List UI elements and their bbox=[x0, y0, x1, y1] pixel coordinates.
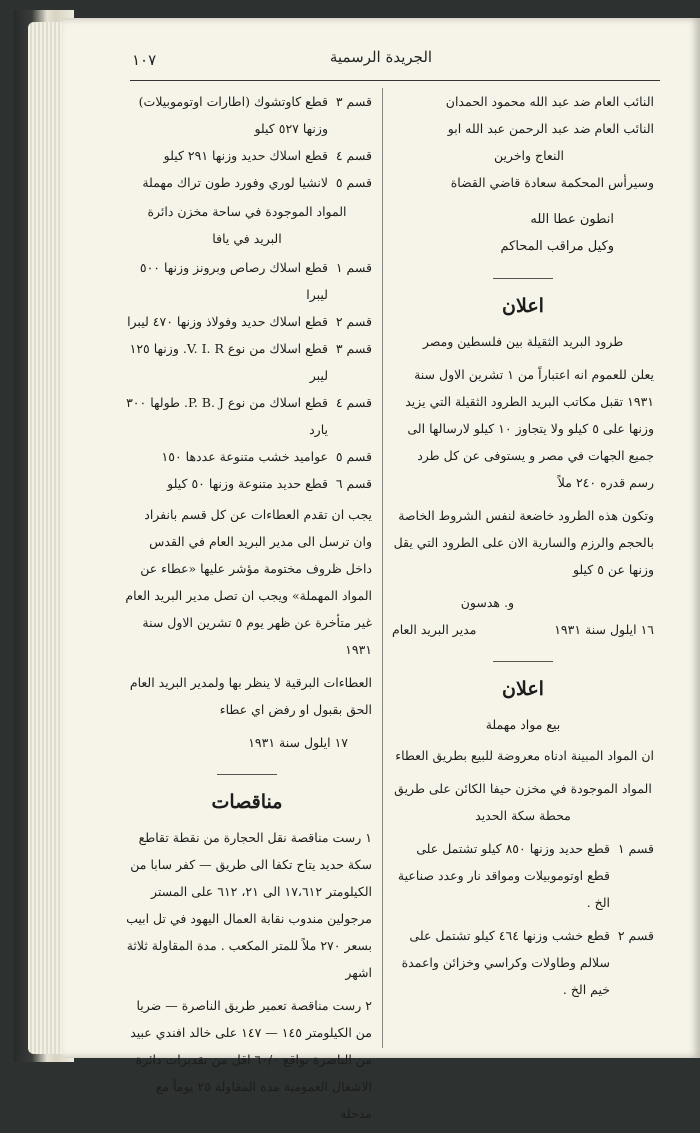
list-item bbox=[122, 88, 372, 142]
tender-paragraph: ١ رست مناقصة نقل الحجارة من نقطة تقاطع سكة حديد يتاح تكفا الى طريق — كفر سابا من الكيلومتر ١٧،٦١٢ الى ٢١، ٦١٢ على المستر مرجولين مندوب نقابة العمال اليهود في تل ابيب بسعر ٢٧٠ ملاً للمتر المكعب . مدة المقاولة ثلاثة اشهر bbox=[126, 830, 372, 980]
list-item bbox=[122, 443, 372, 470]
tender-rights: العطاءات البرقية لا ينظر بها ولمدير البريد العام الحق بقبول او رفض اي عطاء bbox=[129, 675, 372, 717]
section-separator bbox=[493, 278, 553, 279]
tender-instructions: يجب ان تقدم العطاءات عن كل قسم بانفراد وان ترسل الى مدير البريد العام في القدس داخل ظروف مختومة مؤشر عليها «عطاء عن المواد المهملة» ويجب ان تصل مدير البريد العام غير متأخرة عن ظهر يوم ٥ تشرين الاول سنة ١٩٣١ bbox=[125, 507, 372, 657]
tender-paragraph: ٢ رست مناقصة تعمير طريق الناصرة — ضريا من الكيلومتر ١٤٥ — ١٤٧ على خالد افندي عبيد من الناصرة بواقع ٦٠/٠ اقل من تقديرات دائرة الاشغال العمومية مدة المقاولة ٢٥ يوماً مع مدحلة bbox=[130, 998, 372, 1121]
left-date: ١٧ ايلول سنة ١٩٣١ bbox=[248, 735, 348, 750]
item-text: قطع حديد متنوعة وزنها ٥٠ كيلو bbox=[167, 476, 328, 491]
item-text: عواميد خشب متنوعة عددها ١٥٠ bbox=[161, 449, 328, 464]
list-item bbox=[122, 470, 372, 497]
section-separator bbox=[217, 774, 277, 775]
section-separator bbox=[493, 661, 553, 662]
list-item bbox=[122, 335, 372, 389]
signature-title: وكيل مراقب المحاكم bbox=[500, 239, 614, 254]
item-label: قسم ٥ bbox=[335, 449, 372, 464]
item-text: قطع حديد وزنها ٨٥٠ كيلو تشتمل على قطع اوتوموبيلات ومواقد نار وعدد صناعية الخ . bbox=[397, 841, 610, 910]
notice1-signer-title: مدير البريد العام bbox=[392, 622, 477, 637]
gazette-page bbox=[62, 18, 700, 1121]
item-label: قسم ٤ bbox=[335, 395, 372, 410]
journal-title: الجريدة الرسمية bbox=[329, 48, 433, 66]
notice2-heading: اعلان bbox=[502, 678, 544, 700]
item-text: قطع اسلاك حديد وزنها ٢٩١ كيلو bbox=[163, 148, 328, 163]
item-label: قسم ٥ bbox=[335, 175, 372, 190]
notice1-date: ١٦ ايلول سنة ١٩٣١ bbox=[554, 622, 654, 637]
item-label: قسم ٦ bbox=[335, 476, 372, 491]
item-label: قسم ٣ bbox=[335, 341, 372, 356]
list-item bbox=[122, 308, 372, 335]
notice1-subheading: طرود البريد الثقيلة بين فلسطين ومصر bbox=[422, 334, 624, 349]
item-text: قطع اسلاك حديد وفولاذ وزنها ٤٧٠ ليبرا bbox=[127, 314, 328, 329]
header-rule bbox=[130, 80, 660, 81]
item-text: قطع خشب وزنها ٤٦٤ كيلو تشتمل على سلالم وطاولات وكراسي وخزائن واعمدة خيم الخ . bbox=[401, 928, 610, 997]
notice1-footer bbox=[392, 616, 654, 643]
item-label: قسم ٢ bbox=[335, 314, 372, 329]
list-item bbox=[122, 142, 372, 169]
item-text: لانشيا لوري وفورد طون تراك مهملة bbox=[142, 175, 328, 190]
intro-line: النعاج واخرين bbox=[493, 148, 564, 163]
notice1-paragraph: يعلن للعموم انه اعتباراً من ١ تشرين الاول سنة ١٩٣١ تقبل مكاتب البريد الطرود الثقيلة التي يزيد وزنها على ٥ كيلو ولا يتجاوز ١٠ كيلو لارسالها الى جميع الجهات في مصر و يستوفى عن كل طرد رسم قدره ٢٤٠ ملاً bbox=[405, 367, 654, 490]
item-label: قسم ٤ bbox=[335, 148, 372, 163]
list-item bbox=[122, 389, 372, 443]
signature-name: انطون عطا الله bbox=[530, 212, 614, 227]
notice2-location: المواد الموجودة في مخزن حيفا الكائن على طريق محطة سكة الحديد bbox=[394, 781, 652, 823]
notice1-paragraph: وتكون هذه الطرود خاضعة لنفس الشروط الخاصة بالحجم والرزم والسارية الان على الطرود التي يقل وزنها عن ٥ كيلو bbox=[393, 508, 654, 577]
left-column bbox=[122, 88, 372, 1133]
item-text: قطع كاوتشوك (اطارات اوتوموبيلات) وزنها ٥٢٧ كيلو bbox=[138, 94, 328, 136]
right-column bbox=[392, 88, 654, 1003]
notice2-subheading: بيع مواد مهملة bbox=[485, 717, 561, 732]
intro-line: وسيرأس المحكمة سعادة قاضي القضاة bbox=[450, 175, 654, 190]
column-divider bbox=[382, 88, 383, 1048]
item-label: قسم ٣ bbox=[335, 94, 372, 109]
item-label: قسم ٢ bbox=[617, 928, 654, 943]
page-header bbox=[62, 18, 700, 78]
list-item bbox=[392, 835, 654, 916]
item-text: قطع اسلاك من نوع P. B. J. طولها ٣٠٠ يارد bbox=[126, 395, 328, 437]
notice2-intro: ان المواد المبينة ادناه معروضة للبيع بطريق العطاء bbox=[395, 748, 654, 763]
tenders-heading: مناقصات bbox=[211, 791, 283, 813]
item-label: قسم ١ bbox=[335, 260, 372, 275]
page-number: ١٠٧ bbox=[132, 51, 157, 69]
list-item bbox=[392, 922, 654, 1003]
list-item bbox=[122, 254, 372, 308]
item-label: قسم ١ bbox=[617, 841, 654, 856]
jaffa-heading: المواد الموجودة في ساحة مخزن دائرة البريد في يافا bbox=[147, 204, 347, 246]
notice1-signer-name: و. هدسون bbox=[460, 595, 514, 610]
intro-line: النائب العام ضد عبد الله محمود الحمدان bbox=[445, 94, 654, 109]
item-text: قطع اسلاك من نوع V. I. R. وزنها ١٢٥ ليبر bbox=[129, 341, 328, 383]
list-item bbox=[122, 169, 372, 196]
item-text: قطع اسلاك رصاص وبرونز وزنها ٥٠٠ ليبرا bbox=[139, 260, 328, 302]
intro-line: النائب العام ضد عبد الرحمن عبد الله ابو bbox=[447, 121, 654, 136]
notice1-heading: اعلان bbox=[502, 295, 544, 317]
